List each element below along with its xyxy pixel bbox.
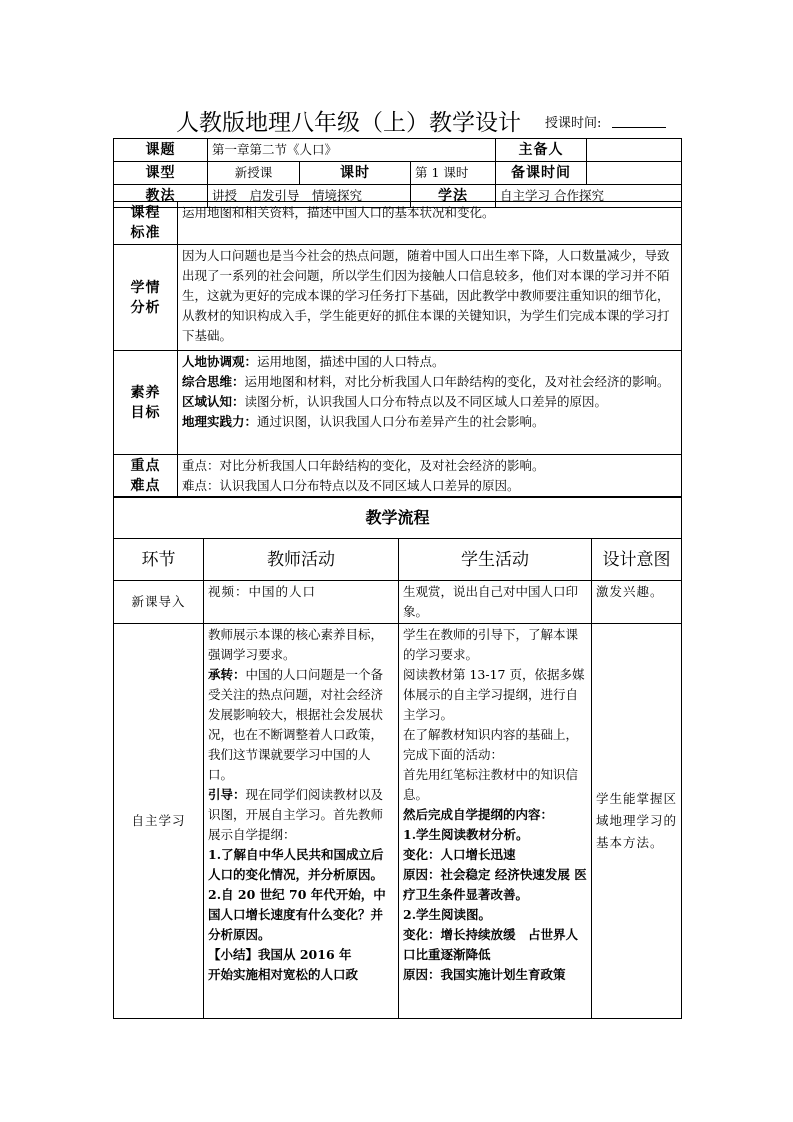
preparer-label: 主备人 (496, 139, 587, 162)
teaching-method-label: 教法 (114, 185, 208, 208)
student-line: 在了解教材知识内容的基础上，完成下面的活动： (403, 727, 579, 762)
teacher-self-study (204, 624, 399, 1019)
flow-table (113, 496, 682, 1019)
teaching-method-value: 讲授 启发引导 情境探究 (208, 185, 411, 208)
stage-intro: 新课导入 (114, 581, 204, 624)
student-line: 原因：社会稳定 经济快速发展 医疗卫生条件显著改善。 (403, 867, 587, 902)
flow-title: 教学流程 (114, 497, 682, 539)
analysis-text: 因为人口问题也是当今社会的热点问题，随着中国人口出生率下降，人口数量减少，导致出现了一系列的社会问题，所以学生们因为接触人口信息较多，他们对本课的学习并不陌生，这就为更好的完成本课的学习任务打下基础，因此教学中教师要注重知识的细节化，从教材的知识构成入手，学生能更好的抓住本课的关键知识，为学生们完成本课的学习打下基础。 (178, 245, 682, 351)
preparer-value (587, 139, 682, 162)
student-line: 然后完成自学提纲的内容： (403, 807, 554, 822)
topic-label: 课题 (114, 139, 208, 162)
col-intent: 设计意图 (592, 539, 682, 581)
period-value: 第 1 课时 (411, 162, 496, 185)
literacy-list (178, 351, 682, 455)
col-stage: 环节 (114, 539, 204, 581)
student-self-study (399, 624, 592, 1019)
focus-hard: 难点：认识我国人口分布特点以及不同区域人口差异的原因。 (182, 478, 520, 493)
teacher-line: 承转：中国的人口问题是一个备受关注的热点问题，对社会经济发展影响较大，根据社会发展状况，也在不断调整着人口政策，我们这节课就要学习中国的人口。 (208, 667, 384, 782)
topic-value: 第一章第二节《人口》 (208, 139, 496, 162)
stage-self-study: 自主学习 (114, 624, 204, 1019)
lesson-time-blank[interactable] (612, 127, 666, 128)
focus-key: 重点：对比分析我国人口年龄结构的变化，及对社会经济的影响。 (182, 458, 545, 473)
student-intro: 生观赏，说出自己对中国人口印象。 (399, 581, 592, 624)
col-teacher: 教师活动 (204, 539, 399, 581)
literacy-label-line2: 目标 (130, 404, 161, 421)
focus-label (114, 455, 178, 498)
teacher-line: 开始实施相对宽松的人口政 (208, 967, 359, 982)
intent-self-study: 学生能掌握区域地理学习的基本方法。 (592, 624, 682, 1019)
info-table (113, 138, 682, 208)
analysis-label-line1: 学情 (130, 279, 161, 296)
student-line: 原因：我国实施计划生育政策 (403, 967, 566, 982)
col-student: 学生活动 (399, 539, 592, 581)
literacy-label (114, 351, 178, 455)
learning-method-value: 自主学习 合作探究 (496, 185, 682, 208)
page-title: 人教版地理八年级（上）教学设计 (176, 110, 521, 136)
analysis-label (114, 245, 178, 351)
standard-label-line1: 课程 (130, 205, 161, 221)
prep-time-value (587, 162, 682, 185)
standard-label (114, 202, 178, 245)
literacy-item: 综合思维：运用地图和材料，对比分析我国人口年龄结构的变化，及对社会经济的影响。 (182, 374, 670, 389)
period-label: 课时 (300, 162, 411, 185)
student-line: 变化：增长持续放缓 占世界人口比重逐渐降低 (403, 927, 579, 962)
objectives-table (113, 201, 682, 498)
teacher-intro: 视频：中国的人口 (204, 581, 399, 624)
intent-intro: 激发兴趣。 (592, 581, 682, 624)
teacher-line: 【小结】我国从 2016 年 (208, 947, 352, 962)
student-line: 2.学生阅读图。 (403, 907, 492, 922)
literacy-item: 区域认知：读图分析，认识我国人口分布特点以及不同区域人口差异的原因。 (182, 394, 608, 409)
lesson-time-label: 授课时间: (545, 116, 602, 131)
focus-label-line2: 难点 (130, 478, 161, 494)
literacy-label-line1: 素养 (130, 384, 161, 401)
learning-method-label: 学法 (411, 185, 496, 208)
prep-time-label: 备课时间 (496, 162, 587, 185)
teacher-line: 引导：现在同学们阅读教材以及识图，开展自主学习。首先教师展示自学提纲： (208, 787, 384, 842)
standard-label-line2: 标准 (130, 225, 161, 241)
analysis-label-line2: 分析 (130, 299, 161, 316)
student-line: 阅读教材第 13-17 页，依据多媒体展示的自主学习提纲，进行自主学习。 (403, 667, 585, 722)
student-line: 学生在教师的引导下，了解本课的学习要求。 (403, 627, 579, 662)
type-value: 新授课 (208, 162, 300, 185)
teacher-line: 1.了解自中华人民共和国成立后人口的变化情况，并分析原因。 (208, 847, 384, 882)
literacy-item: 人地协调观：运用地图，描述中国的人口特点。 (182, 354, 445, 369)
student-line: 首先用红笔标注教材中的知识信息。 (403, 767, 579, 802)
teacher-line: 教师展示本课的核心素养目标，强调学习要求。 (208, 627, 384, 662)
literacy-item: 地理实践力：通过识图，认识我国人口分布差异产生的社会影响。 (182, 414, 545, 429)
teacher-line: 2.自 20 世纪 70 年代开始，中国人口增长速度有什么变化？并分析原因。 (208, 887, 386, 942)
standard-text: 运用地图和相关资料，描述中国人口的基本状况和变化。 (178, 202, 682, 245)
focus-text (178, 455, 682, 498)
focus-label-line1: 重点 (130, 458, 161, 474)
student-line: 变化：人口增长迅速 (403, 847, 516, 862)
student-line: 1.学生阅读教材分析。 (403, 827, 529, 842)
type-label: 课型 (114, 162, 208, 185)
